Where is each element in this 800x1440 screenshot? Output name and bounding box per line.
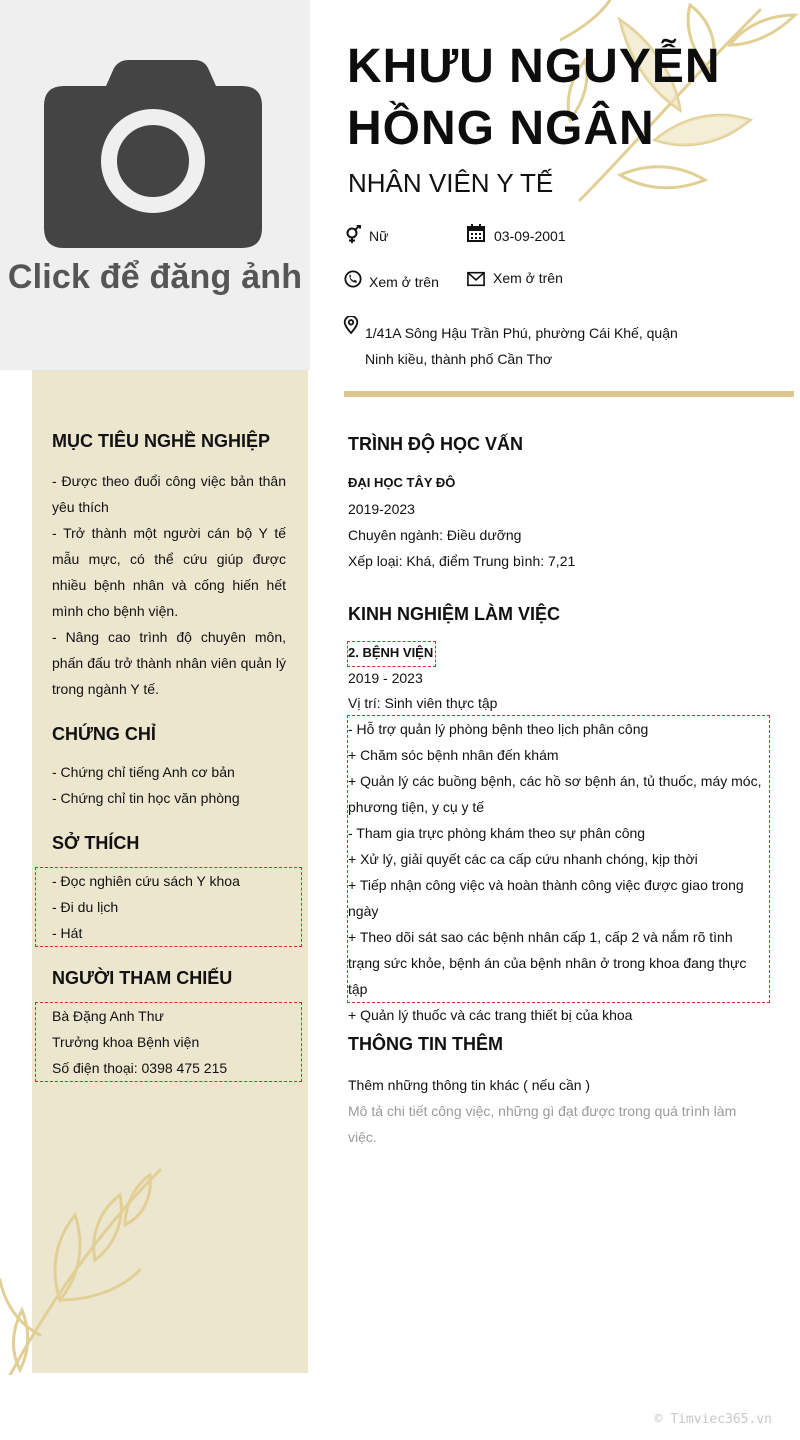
experience-position: Vị trí: Sinh viên thực tập xyxy=(348,695,498,711)
birthday-value: 03-09-2001 xyxy=(494,228,566,244)
objective-item: - Nâng cao trình độ chuyên môn, phấn đấu trở thành nhân viên quản lý trong ngành Y tế. xyxy=(52,629,286,697)
duty-item: + Chăm sóc bệnh nhân đến khám xyxy=(348,747,559,763)
references-list xyxy=(52,1003,286,1081)
references-heading: NGƯỜI THAM CHIẾU xyxy=(52,968,233,988)
address xyxy=(365,320,678,372)
gender-value: Nữ xyxy=(369,228,389,244)
phone-value[interactable]: Xem ở trên xyxy=(369,274,439,290)
hobby-item: - Đọc nghiên cứu sách Y khoa xyxy=(52,873,240,889)
duty-item: - Hỗ trợ quản lý phòng bệnh theo lịch phân công xyxy=(348,721,649,737)
duty-item: + Xử lý, giải quyết các ca cấp cứu nhanh chóng, kịp thời xyxy=(348,851,698,867)
education-block xyxy=(348,470,575,574)
duty-item: + Tiếp nhận công việc và hoàn thành công việc được giao trong ngày xyxy=(348,877,744,919)
hobbies-heading: SỞ THÍCH xyxy=(52,833,140,853)
objective-item: - Được theo đuổi công việc bản thân yêu thích xyxy=(52,473,286,515)
education-years: 2019-2023 xyxy=(348,501,415,517)
watermark: © Timviec365.vn xyxy=(654,1412,772,1427)
leaf-decoration-bottom xyxy=(0,1160,180,1375)
hobby-item: - Hát xyxy=(52,925,83,941)
extra-heading: THÔNG TIN THÊM xyxy=(348,1034,503,1054)
job-title: NHÂN VIÊN Y TẾ xyxy=(348,168,554,198)
full-name xyxy=(347,36,787,160)
objective-list xyxy=(52,468,286,702)
email-value[interactable]: Xem ở trên xyxy=(493,270,563,286)
name-line: KHƯU NGUYỄN xyxy=(347,40,721,93)
calendar-icon xyxy=(467,224,485,242)
objective-item: - Trở thành một người cán bộ Y tế mẫu mực, có thể cứu giúp được nhiều bệnh nhân và cống hiến hết mình cho bệnh viện. xyxy=(52,525,286,619)
school-name: ĐẠI HỌC TÂY ĐÔ xyxy=(348,475,456,490)
duty-item: + Theo dõi sát sao các bệnh nhân cấp 1, cấp 2 và nắm rõ tình trạng sức khỏe, bệnh án của bệnh nhân ở trong khoa đang thực tập xyxy=(348,929,747,997)
experience-heading: KINH NGHIỆM LÀM VIỆC xyxy=(348,604,561,624)
phone-icon xyxy=(344,270,362,288)
objective-heading: MỤC TIÊU NGHỀ NGHIỆP xyxy=(52,431,271,451)
address-line: Ninh kiều, thành phố Cần Thơ xyxy=(365,351,553,367)
experience-years: 2019 - 2023 xyxy=(348,670,423,686)
photo-caption: Click để đăng ảnh xyxy=(7,258,303,296)
address-line: 1/41A Sông Hậu Trần Phú, phường Cái Khế, quận xyxy=(365,325,678,341)
duty-item: - Tham gia trực phòng khám theo sự phân công xyxy=(348,825,646,841)
duty-item: + Quản lý thuốc và các trang thiết bị của khoa xyxy=(348,1007,633,1023)
certificates-heading: CHỨNG CHỈ xyxy=(52,724,156,744)
duty-item: + Quản lý các buồng bệnh, các hồ sơ bệnh án, tủ thuốc, máy móc, phương tiện, y cụ y tế xyxy=(348,773,762,815)
name-line: HỒNG NGÂN xyxy=(347,102,655,155)
experience-description xyxy=(348,716,766,1028)
company-name: 2. BỆNH VIỆN xyxy=(348,645,434,660)
photo-upload[interactable] xyxy=(0,0,310,370)
camera-icon xyxy=(44,58,262,248)
email-icon xyxy=(467,270,485,288)
certificate-item: - Chứng chỉ tiếng Anh cơ bản xyxy=(52,764,235,780)
extra-line: Thêm những thông tin khác ( nếu cần ) xyxy=(348,1077,591,1093)
education-grade: Xếp loại: Khá, điểm Trung bình: 7,21 xyxy=(348,553,576,569)
reference-item: Số điện thoại: 0398 475 215 xyxy=(52,1060,228,1076)
extra-block xyxy=(348,1072,748,1150)
education-major: Chuyên ngành: Điều dưỡng xyxy=(348,527,522,543)
reference-item: Trưởng khoa Bệnh viện xyxy=(52,1034,200,1050)
education-heading: TRÌNH ĐỘ HỌC VẤN xyxy=(348,434,523,454)
extra-hint: Mô tả chi tiết công việc, những gì đạt được trong quá trình làm việc. xyxy=(348,1103,737,1145)
certificates-list xyxy=(52,759,286,811)
gender-icon xyxy=(344,225,362,243)
certificate-item: - Chứng chỉ tin học văn phòng xyxy=(52,790,240,806)
header-divider xyxy=(344,391,794,397)
hobbies-list xyxy=(52,868,286,946)
location-icon xyxy=(342,316,360,334)
reference-item: Bà Đặng Anh Thư xyxy=(52,1008,164,1024)
hobby-item: - Đi du lịch xyxy=(52,899,119,915)
